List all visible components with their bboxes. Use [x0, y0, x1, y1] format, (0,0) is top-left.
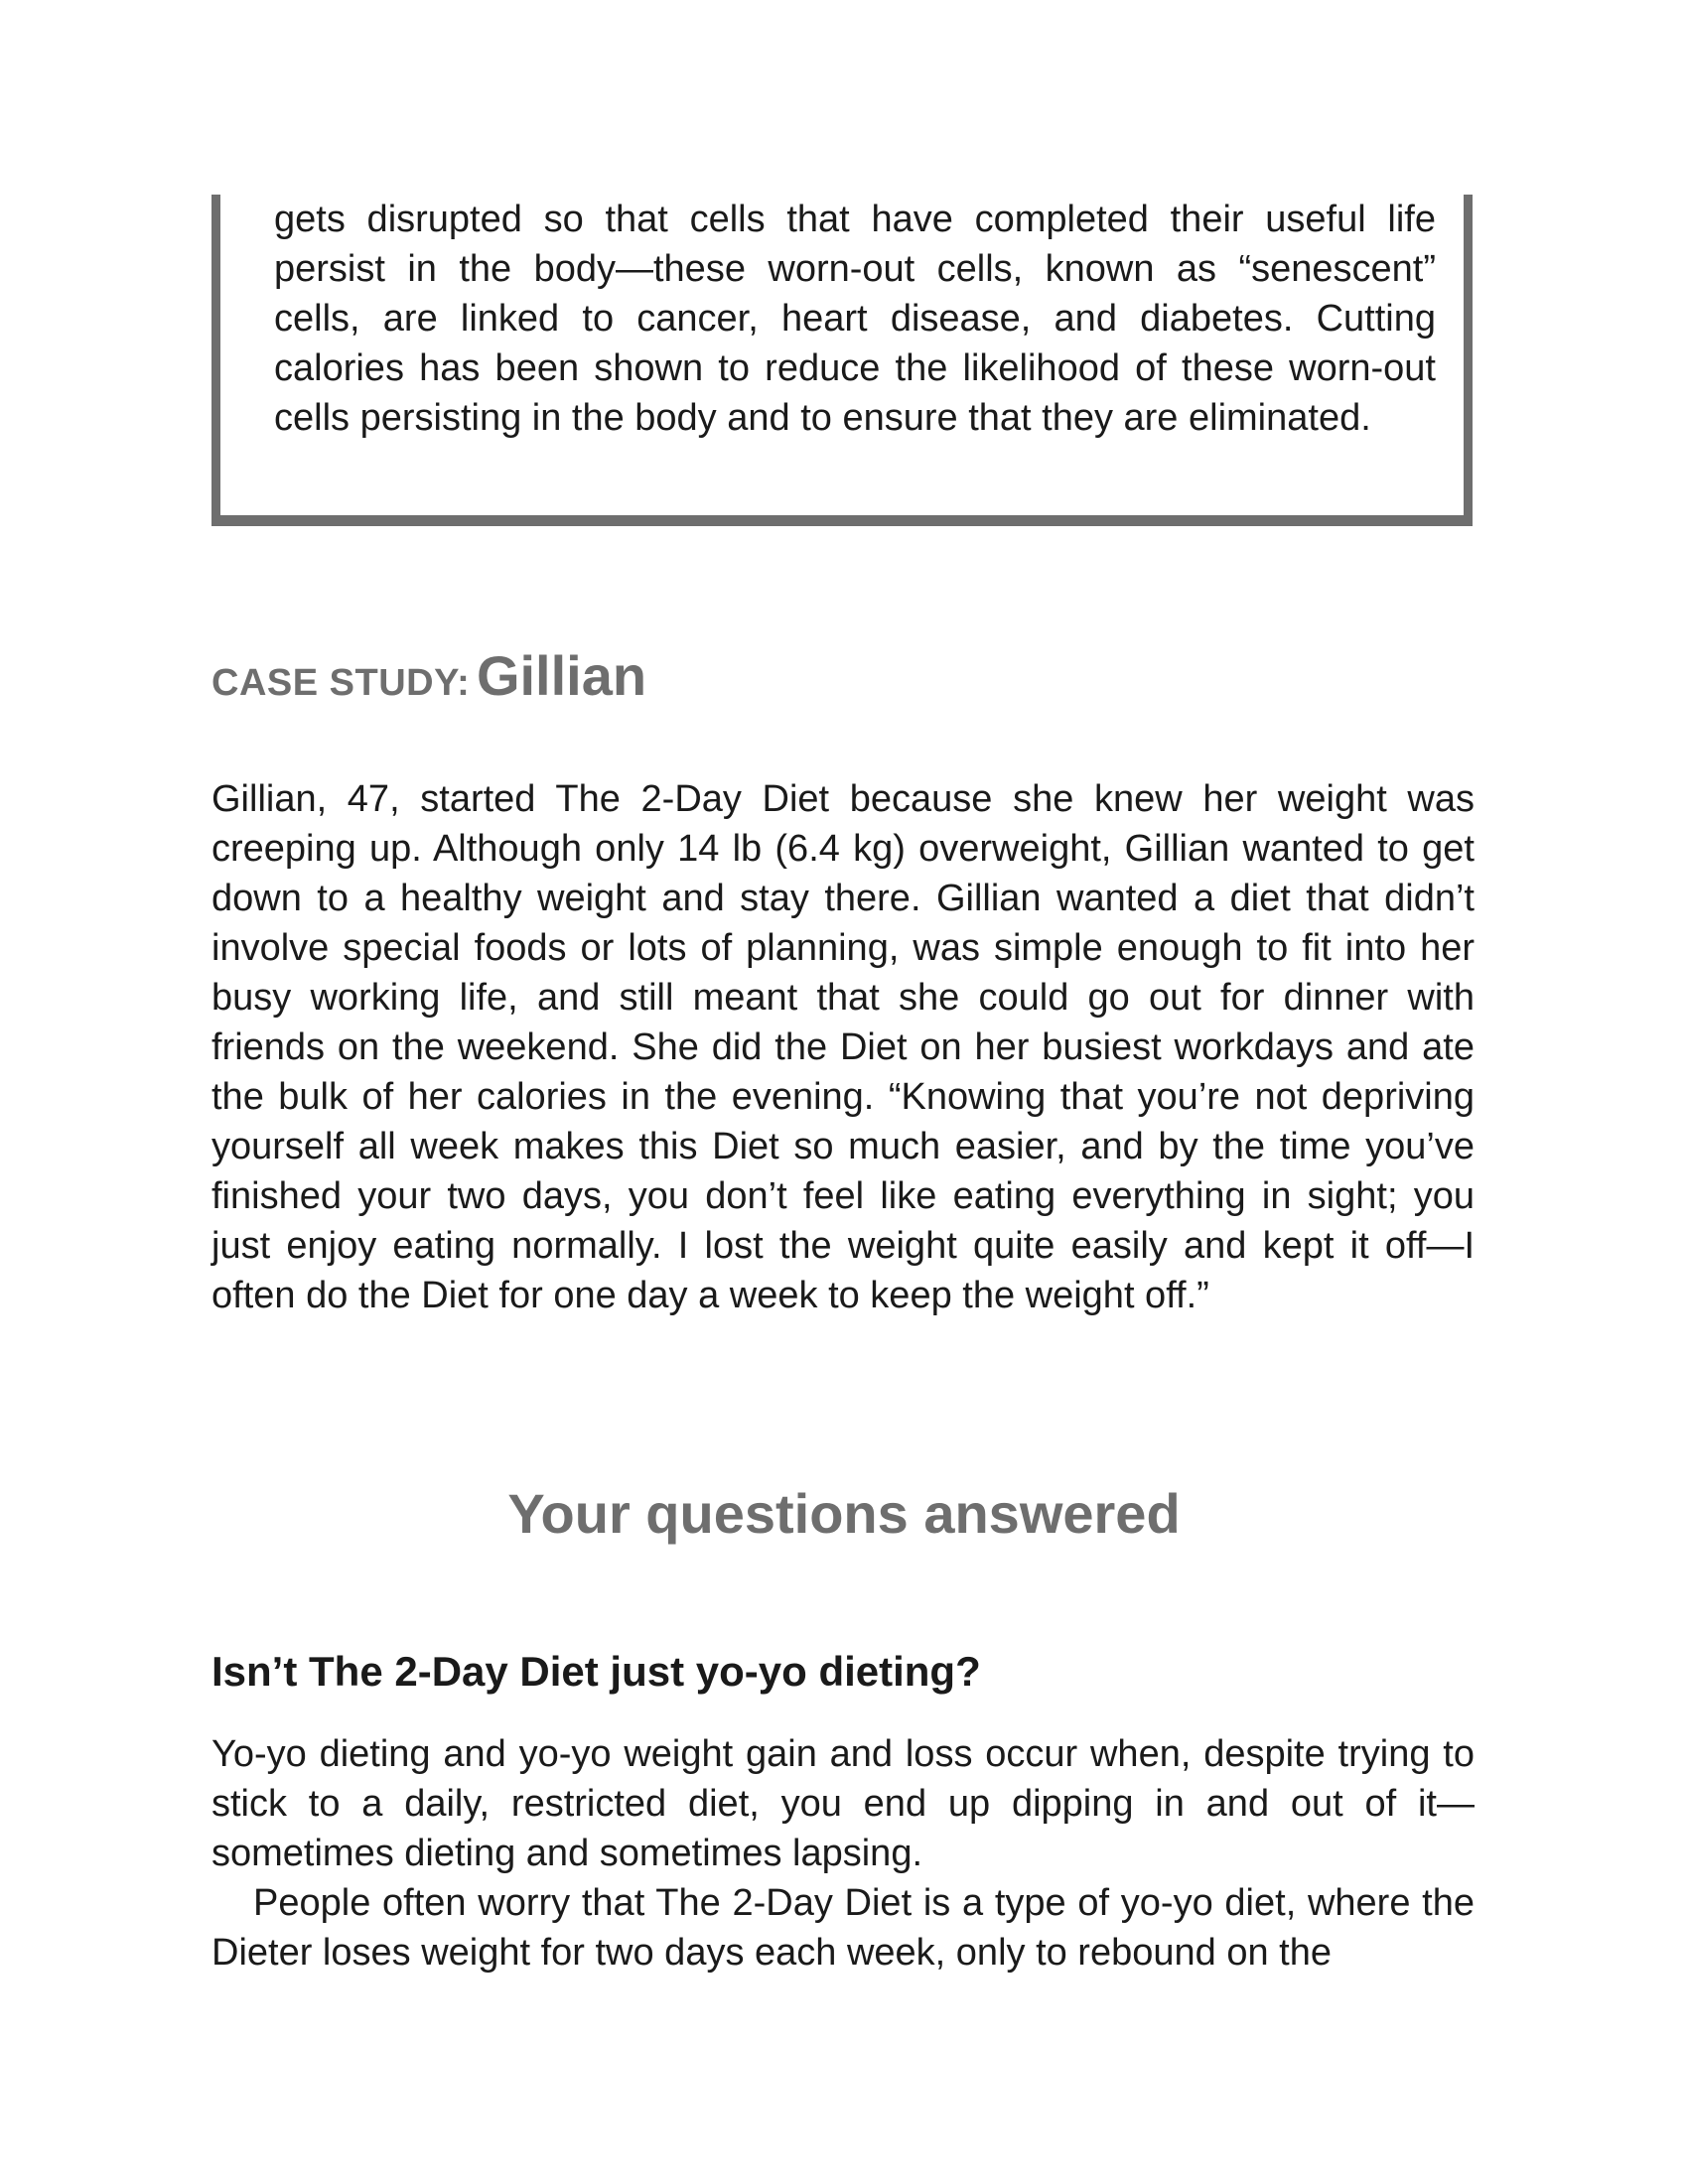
case-study-name: Gillian: [476, 644, 647, 707]
case-study-body: Gillian, 47, started The 2-Day Diet because she knew her weight was creeping up. Although only 14 lb (6.4 kg) overweight, Gillian wanted to get down to a healthy weight and stay there. Gillian wanted a diet that didn’t involve special foods or lots of planning, was simple enough to fit into her busy working life, and still meant that she could go out for dinner with friends on the weekend. She did the Diet on her busiest workdays and ate the bulk of her calories in the evening. “Knowing that you’re not depriving yourself all week makes this Diet so much easier, and by the time you’ve finished your two days, you don’t feel like eating everything in sight; you just enjoy eating normally. I lost the weight quite easily and kept it off—I often do the Diet for one day a week to keep the weight off.”: [211, 778, 1475, 1316]
answer-paragraph-1: Yo-yo dieting and yo-yo weight gain and loss occur when, despite trying to stick to a daily, restricted diet, you end up dipping in and out of it—sometimes dieting and sometimes lapsing.: [211, 1733, 1475, 1874]
callout-box: [211, 195, 1473, 526]
question-heading: Isn’t The 2-Day Diet just yo-yo dieting?: [211, 1648, 981, 1695]
answer-text: [211, 1729, 1475, 1978]
case-study-heading: [211, 643, 646, 708]
section-title: Your questions answered: [507, 1482, 1181, 1545]
answer-paragraph-2: People often worry that The 2-Day Diet is a type of yo-yo diet, where the Dieter loses weight for two days each week, only to rebound on the: [211, 1882, 1475, 1974]
case-study-label: CASE STUDY:: [211, 662, 471, 704]
callout-text: gets disrupted so that cells that have completed their useful life persist in the body—these worn-out cells, known as “senescent” cells, are linked to cancer, heart disease, and diabetes. Cutting calories has been shown to reduce the likelihood of these worn-out cells persisting in the body and to ensure that they are eliminated.: [274, 199, 1436, 439]
